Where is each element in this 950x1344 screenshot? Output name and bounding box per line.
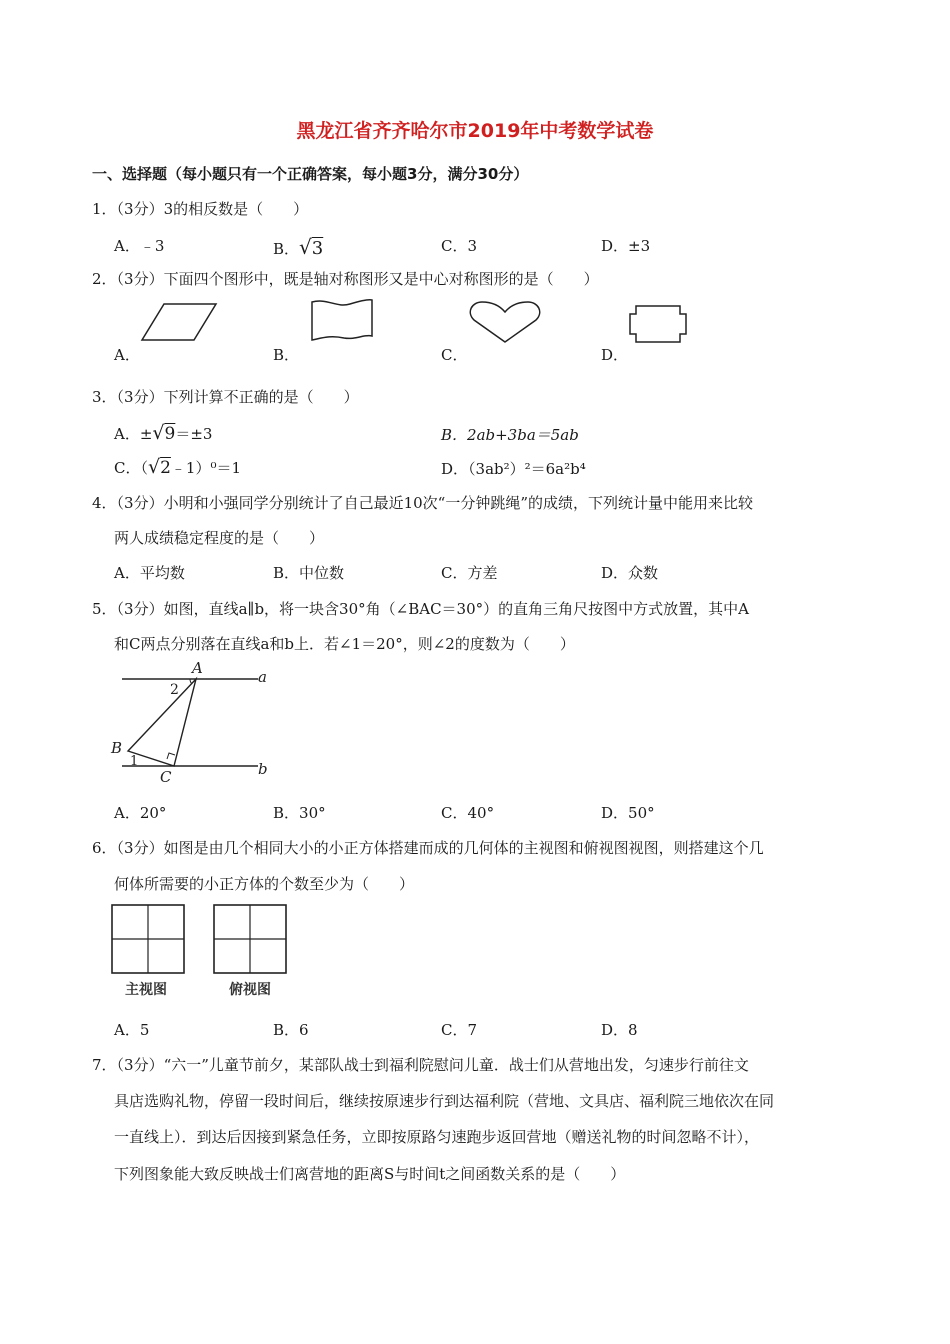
q2-parallelogram-figure [140, 300, 220, 346]
question-7-stem-line4: 下列图象能大致反映战士们离营地的距离S与时间t之间函数关系的是（ ） [114, 1165, 626, 1183]
q5-triangle-figure [108, 658, 278, 788]
q1-option-a: A．﹣3 [114, 237, 165, 255]
q2-label-c: C． [441, 346, 468, 364]
q2-cross-figure [626, 302, 690, 346]
q1-option-b-label: B． [273, 240, 300, 258]
q3-option-a [114, 422, 212, 444]
q3-option-d: D．（3ab²）²＝6a²b⁴ [441, 460, 586, 478]
q4-option-b: B．中位数 [273, 564, 345, 582]
q2-label-a: A． [114, 346, 140, 364]
q5-option-c: C．40° [441, 804, 495, 822]
q3-c-radicand: 2 [160, 458, 171, 478]
q5-label-two: 2 [170, 682, 179, 698]
q2-flag-figure [308, 296, 378, 344]
q6-top-view-caption: 俯视图 [229, 982, 271, 998]
q3-a-prefix: A．± [114, 425, 153, 443]
q5-label-A: A [192, 659, 203, 677]
question-5-stem-line2: 和C两点分别落在直线a和b上．若∠1＝20°，则∠2的度数为（ ） [114, 635, 575, 653]
q3-option-b: B．2ab+3ba＝5ab [441, 426, 579, 444]
q6-option-d: D．8 [601, 1021, 638, 1039]
q5-label-a: a [258, 668, 267, 686]
q1-option-b [273, 235, 323, 259]
q3-c-prefix: C．（ [114, 459, 148, 477]
q2-label-d: D． [601, 346, 629, 364]
q1-option-c: C．3 [441, 237, 478, 255]
question-7-stem-line3: 一直线上）．到达后因接到紧急任务，立即按原路匀速跑步返回营地（赠送礼物的时间忽略不计）， [114, 1128, 760, 1146]
q6-front-view-caption: 主视图 [125, 982, 167, 998]
q6-option-c: C．7 [441, 1021, 478, 1039]
question-1-stem: 1．（3分）3的相反数是（ ） [92, 200, 309, 218]
q5-label-b: b [258, 760, 268, 778]
sqrt-symbol: √ [147, 456, 161, 478]
q5-label-one: 1 [130, 754, 139, 769]
q5-label-B: B [111, 739, 123, 757]
q3-a-suffix: ＝±3 [175, 425, 213, 443]
q3-c-suffix: ﹣1）⁰＝1 [170, 459, 242, 477]
q1-option-d: D．±3 [601, 237, 651, 255]
sqrt-symbol: √ [299, 235, 312, 259]
q6-option-b: B．6 [273, 1021, 309, 1039]
q2-heart-figure [466, 298, 544, 346]
question-7-stem-line2: 具店选购礼物，停留一段时间后，继续按原速步行到达福利院（营地、文具店、福利院三地依次在同 [114, 1092, 775, 1110]
q6-top-view-figure [212, 903, 290, 977]
q4-option-d: D．众数 [601, 564, 659, 582]
q4-option-c: C．方差 [441, 564, 498, 582]
q3-option-c [114, 456, 241, 478]
q5-option-a: A．20° [114, 804, 167, 822]
question-5-stem-line1: 5．（3分）如图，直线a∥b，将一块含30°角（∠BAC＝30°）的直角三角尺按图中方式放置，其中A [92, 600, 749, 618]
q5-option-b: B．30° [273, 804, 326, 822]
q5-label-C: C [160, 768, 172, 786]
section-heading: 一、选择题（每小题只有一个正确答案，每小题3分，满分30分） [92, 165, 529, 183]
q4-option-a: A．平均数 [114, 564, 185, 582]
question-2-stem: 2．（3分）下面四个图形中，既是轴对称图形又是中心对称图形的是（ ） [92, 270, 599, 288]
q5-option-d: D．50° [601, 804, 655, 822]
page-title: 黑龙江省齐齐哈尔市2019年中考数学试卷 [296, 120, 654, 142]
question-3-stem: 3．（3分）下列计算不正确的是（ ） [92, 388, 359, 406]
q6-option-a: A．5 [114, 1021, 150, 1039]
question-7-stem-line1: 7．（3分）“六一”儿童节前夕，某部队战士到福利院慰问儿童．战士们从营地出发，匀速步行前往文 [92, 1056, 749, 1074]
q1-sqrt-radicand: 3 [311, 238, 324, 259]
q2-label-b: B． [273, 346, 300, 364]
sqrt-symbol: √ [152, 422, 165, 444]
question-4-stem-line1: 4．（3分）小明和小强同学分别统计了自己最近10次“一分钟跳绳”的成绩，下列统计量中能用来比较 [92, 494, 754, 512]
question-6-stem-line1: 6．（3分）如图是由几个相同大小的小正方体搭建而成的几何体的主视图和俯视图视图，则搭建这个几 [92, 839, 764, 857]
question-6-stem-line2: 何体所需要的小正方体的个数至少为（ ） [114, 875, 415, 893]
q3-a-radicand: 9 [164, 424, 176, 444]
question-4-stem-line2: 两人成绩稳定程度的是（ ） [114, 529, 325, 547]
q6-front-view-figure [110, 903, 188, 977]
